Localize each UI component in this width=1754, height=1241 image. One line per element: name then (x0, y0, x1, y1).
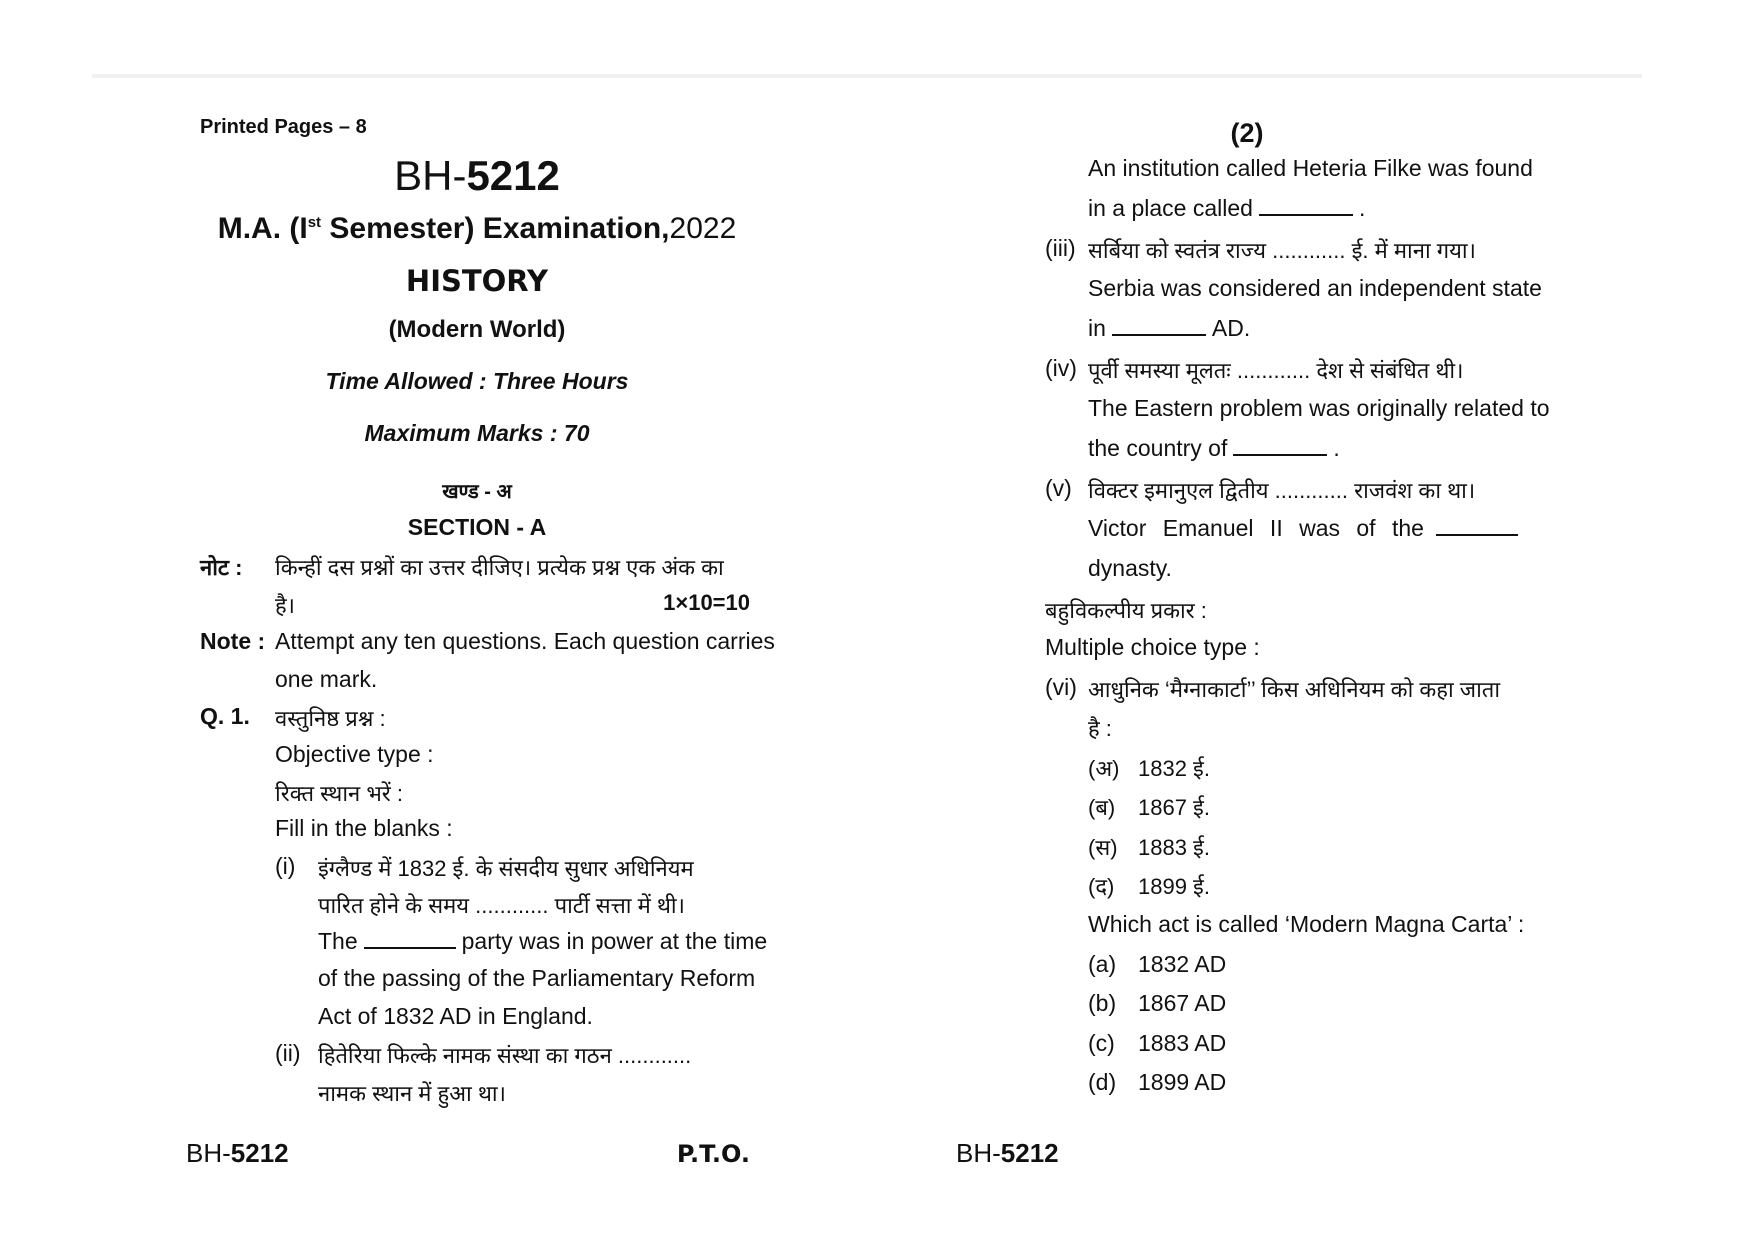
paper-code-number: 5212 (466, 152, 560, 199)
option-text: 1867 ई. (1138, 795, 1210, 820)
option-english (1088, 951, 1226, 978)
section-title-hindi: खण्ड - अ (442, 481, 512, 503)
question-iv-number: (iv) (1045, 355, 1077, 381)
objective-hindi: वस्तुनिष्ठ प्रश्न : (275, 706, 386, 731)
right-page (877, 0, 1754, 1241)
answer-blank (1259, 198, 1353, 216)
footer-paper-code-prefix: BH- (186, 1138, 231, 1168)
exam-year: 2022 (669, 212, 737, 245)
question-vi-hindi-line1: आधुनिक ‘मैग्नाकार्टा’’ किस अधिनियम को कहा जाता (1088, 677, 1501, 702)
option-hindi (1088, 792, 1210, 822)
option-text: 1867 AD (1138, 990, 1227, 1016)
option-text: 1883 AD (1138, 1030, 1227, 1056)
question-iii-hindi: सर्बिया को स्वतंत्र राज्य ............ ई. में माना गया। (1088, 238, 1476, 263)
question-ii-english-line2-b: . (1358, 195, 1366, 221)
question-iii-english-line2-b: AD. (1211, 315, 1251, 341)
paper-code (200, 152, 754, 200)
question-vi-english: Which act is called ‘Modern Magna Carta’ : (1088, 911, 1525, 937)
question-iv-hindi: पूर्वी समस्या मूलतः ............ देश से संबंधित थी। (1088, 358, 1464, 383)
time-allowed: Time Allowed : Three Hours (325, 368, 629, 394)
question-iv-english-line1: The Eastern problem was originally related to (1088, 395, 1550, 421)
question-v-hindi: विक्टर इमानुएल द्वितीय ............ राजवंश का था। (1088, 478, 1476, 503)
option-text: 1832 ई. (1138, 756, 1210, 781)
question-v-english-line2: dynasty. (1088, 555, 1172, 581)
question-v-english-line1 (1088, 515, 1524, 542)
fill-blanks-english: Fill in the blanks : (275, 815, 453, 841)
option-hindi (1088, 753, 1210, 783)
question-vi-number: (vi) (1045, 674, 1077, 700)
question-ii-english-line1: An institution called Heteria Filke was found (1088, 155, 1533, 181)
question-i-hindi-line1: इंग्लैण्ड में 1832 ई. के संसदीय सुधार अधिनियम (318, 856, 694, 881)
footer-pto: P.T.O. (676, 1140, 750, 1168)
question-label: Q. 1. (200, 703, 250, 729)
question-ii-hindi-line2: नामक स्थान में हुआ था। (318, 1081, 506, 1106)
page-number: (2) (1230, 118, 1264, 148)
subject-title: HISTORY (405, 264, 549, 298)
option-hindi (1088, 871, 1210, 901)
exam-title (200, 212, 754, 246)
mcq-english: Multiple choice type : (1045, 634, 1260, 660)
option-label: (ब) (1088, 795, 1116, 820)
option-label: (d) (1088, 1069, 1117, 1095)
option-label: (द) (1088, 874, 1115, 899)
paper-name: (Modern World) (388, 316, 566, 343)
question-ii-english-line2-a: in a place called (1088, 195, 1253, 221)
option-label: (b) (1088, 990, 1117, 1016)
question-i-english-line1 (318, 928, 767, 955)
option-label: (स) (1088, 835, 1118, 860)
question-v-english-line1-a: Victor Emanuel II was of the (1088, 515, 1424, 541)
footer-paper-code-number: 5212 (230, 1138, 289, 1168)
question-iv-english-line2-a: the country of (1088, 435, 1228, 461)
question-ii-english-line2 (1088, 195, 1365, 222)
question-i-english-line1-a: The (318, 928, 358, 954)
exam-title-pre: M.A. (I (217, 212, 308, 245)
footer-paper-code-prefix: BH- (956, 1138, 1001, 1168)
exam-title-mid: Semester) Examination, (321, 212, 670, 245)
note-english-line2: one mark. (275, 666, 378, 692)
question-iii-english-line2 (1088, 315, 1250, 342)
question-i-number: (i) (275, 853, 296, 879)
footer-paper-code (186, 1138, 289, 1169)
option-text: 1883 ई. (1138, 835, 1210, 860)
option-text: 1832 AD (1138, 951, 1227, 977)
option-english (1088, 1069, 1226, 1096)
exam-title-sup: st (307, 214, 322, 231)
option-english (1088, 990, 1226, 1017)
question-i-hindi-line2: पारित होने के समय ............ पार्टी सत्ता में थी। (318, 893, 685, 918)
question-iv-english-line2-b: . (1333, 435, 1340, 461)
note-hindi-line2: है। (275, 593, 296, 618)
option-hindi (1088, 832, 1210, 862)
question-i-english-line3: Act of 1832 AD in England. (318, 1003, 593, 1029)
footer-paper-code (956, 1138, 1059, 1169)
note-english-line1: Attempt any ten questions. Each question carries (275, 628, 775, 654)
question-iii-number: (iii) (1045, 235, 1076, 261)
mcq-hindi: बहुविकल्पीय प्रकार : (1045, 598, 1207, 623)
printed-pages: Printed Pages – 8 (200, 116, 367, 138)
note-hindi-line1: किन्हीं दस प्रश्नों का उत्तर दीजिए। प्रत्येक प्रश्न एक अंक का (275, 555, 724, 580)
answer-blank (1112, 318, 1206, 336)
maximum-marks: Maximum Marks : 70 (364, 420, 590, 446)
fill-blanks-hindi: रिक्त स्थान भरें : (275, 781, 404, 806)
option-english (1088, 1030, 1226, 1057)
option-text: 1899 AD (1138, 1069, 1227, 1095)
question-iv-english-line2 (1088, 435, 1340, 462)
question-i-english-line1-b: party was in power at the time (461, 928, 768, 954)
note-english-label: Note : (200, 628, 266, 654)
option-label: (c) (1088, 1030, 1115, 1056)
question-v-number: (v) (1045, 475, 1072, 501)
answer-blank (1436, 518, 1518, 536)
option-text: 1899 ई. (1138, 874, 1210, 899)
answer-blank (364, 931, 456, 949)
question-iii-english-line2-a: in (1088, 315, 1106, 341)
note-hindi-label: नोट : (200, 555, 243, 580)
paper-code-prefix: BH- (394, 152, 467, 199)
answer-blank (1233, 438, 1327, 456)
question-iii-english-line1: Serbia was considered an independent state (1088, 275, 1542, 301)
objective-english: Objective type : (275, 741, 434, 767)
footer-paper-code-number: 5212 (1000, 1138, 1059, 1168)
marks-scheme: 1×10=10 (663, 590, 750, 615)
question-i-english-line2: of the passing of the Parliamentary Reform (318, 965, 756, 991)
option-label: (अ) (1088, 756, 1120, 781)
option-label: (a) (1088, 951, 1117, 977)
section-title-english: SECTION - A (407, 514, 547, 540)
question-vi-hindi-line2: है : (1088, 716, 1112, 741)
question-ii-number: (ii) (275, 1040, 301, 1066)
question-ii-hindi-line1: हितेरिया फिल्के नामक संस्था का गठन ............ (318, 1043, 692, 1068)
